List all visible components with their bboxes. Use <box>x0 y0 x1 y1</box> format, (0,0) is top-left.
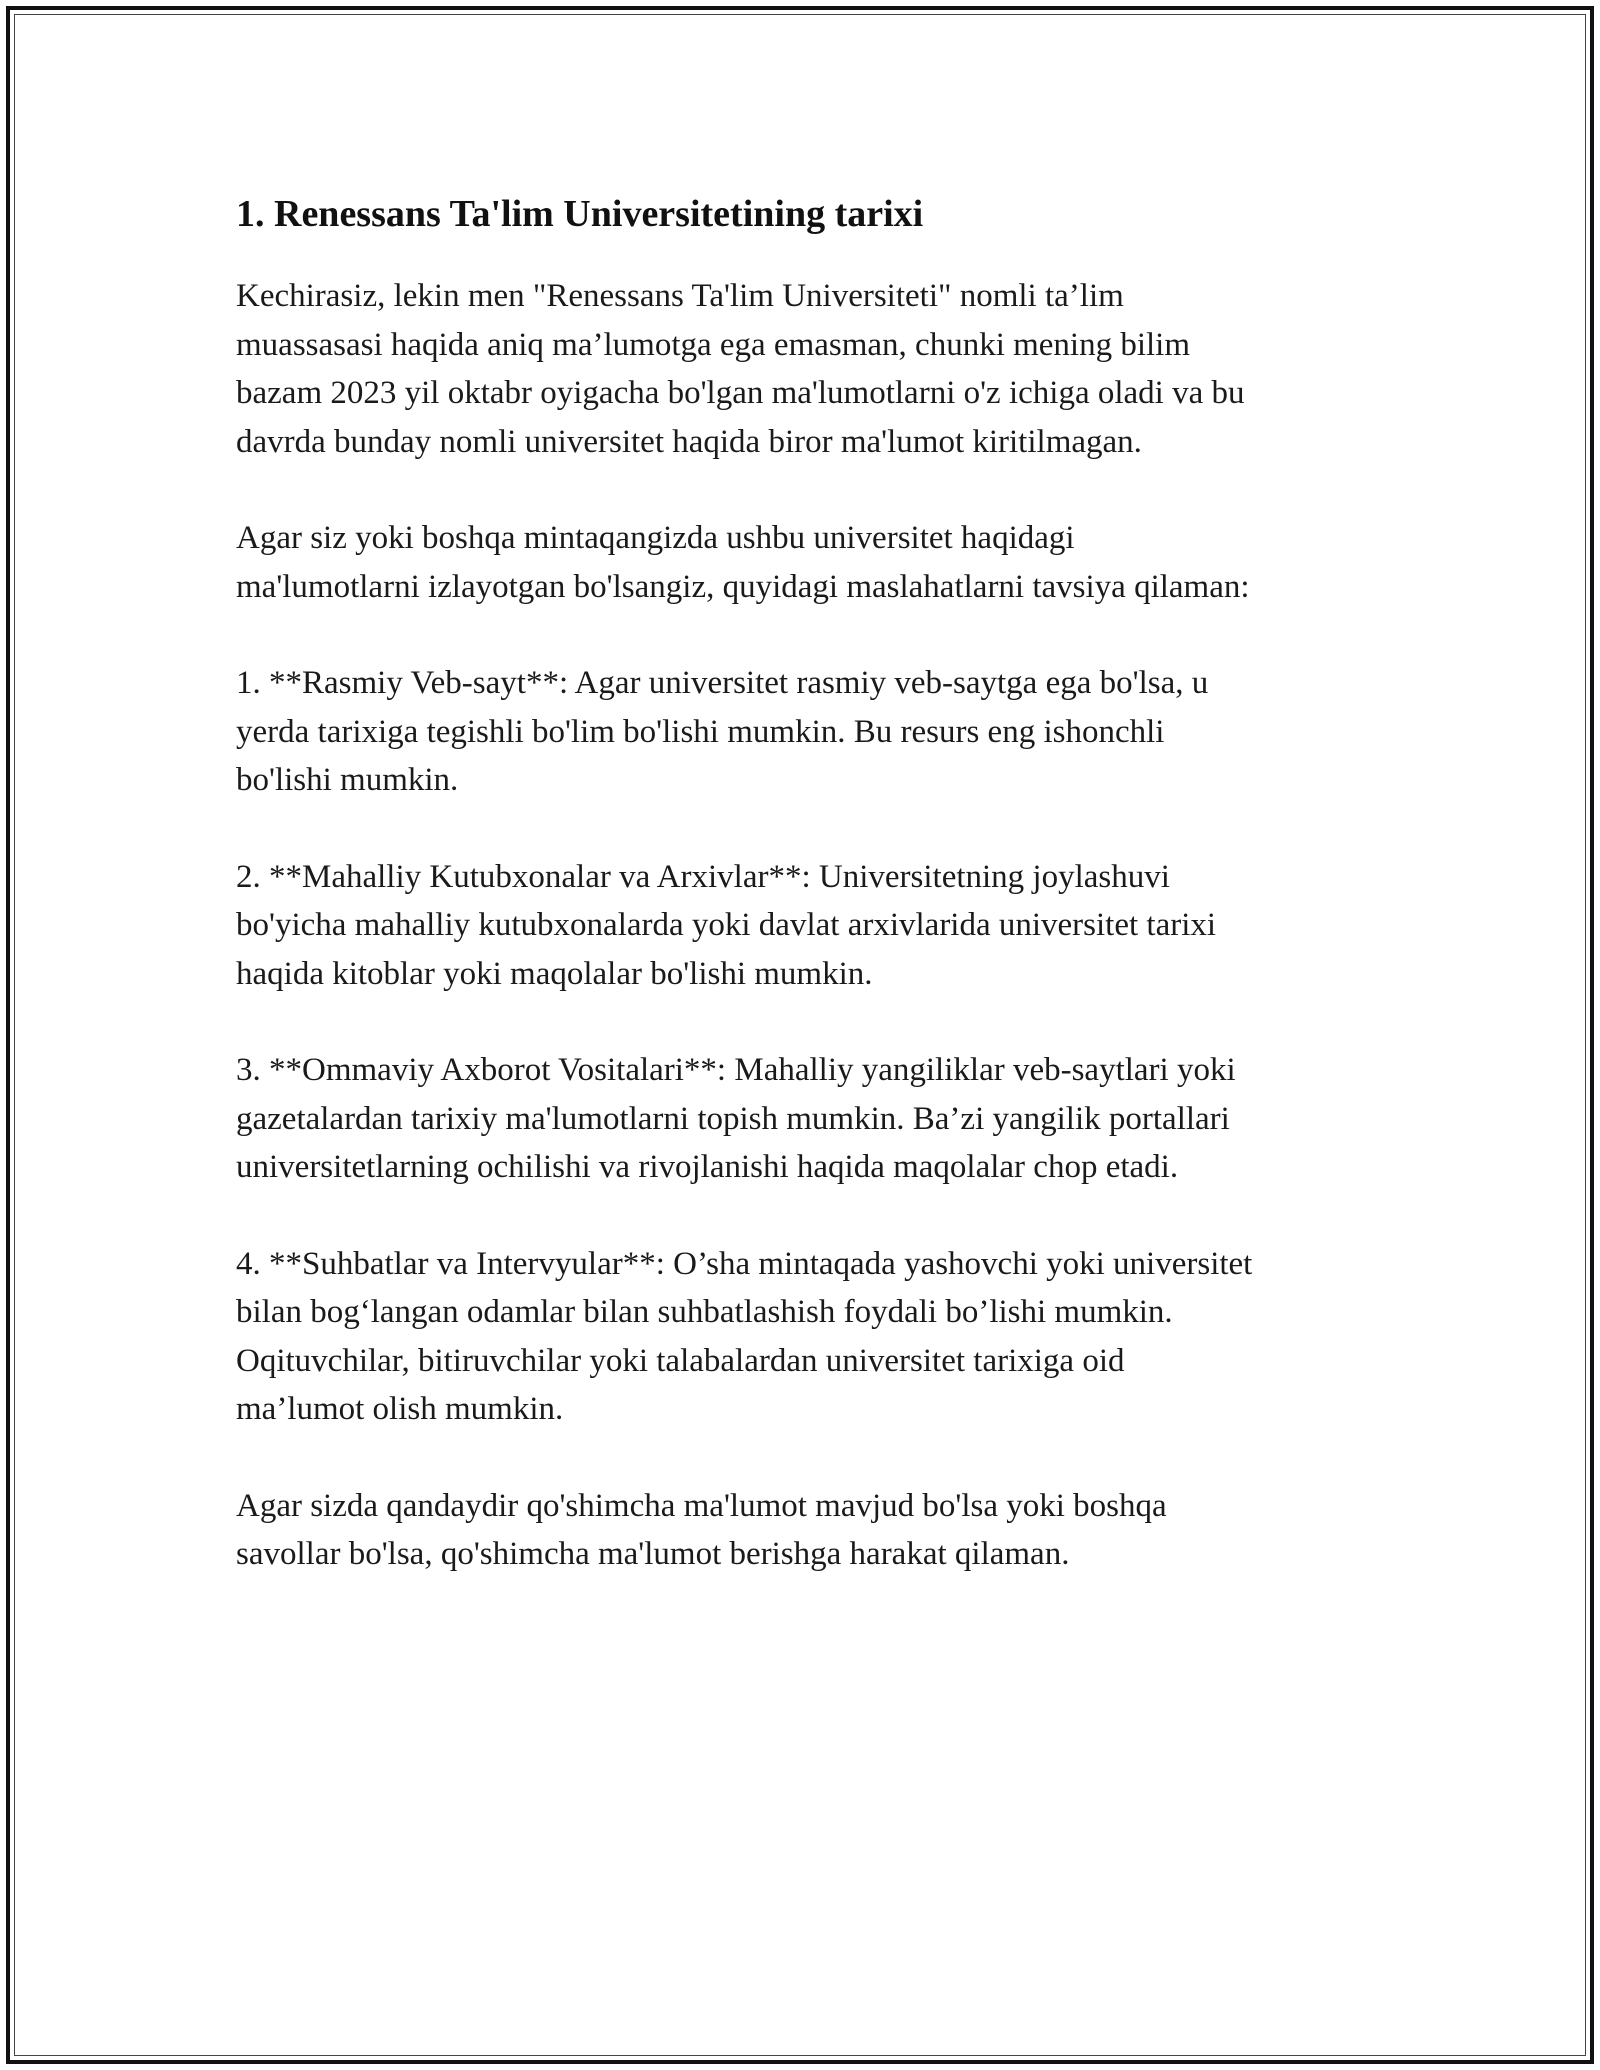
text-line: ma'lumotlarni izlayotgan bo'lsangiz, quyidagi maslahatlarni tavsiya qilaman: <box>236 568 1250 605</box>
text-line: haqida kitoblar yoki maqolalar bo'lishi mumkin. <box>236 955 873 992</box>
paragraph-advice-intro <box>236 514 1376 611</box>
list-item-website <box>236 659 1376 805</box>
text-line: Agar siz yoki boshqa mintaqangizda ushbu universitet haqidagi <box>236 520 1075 556</box>
paragraph-closing <box>236 1482 1376 1579</box>
text-line: 2. **Mahalliy Kutubxonalar va Arxivlar**: Universitetning joylashuvi <box>236 858 1170 895</box>
text-line: bilan bog‘langan odamlar bilan suhbatlashish foydali bo’lishi mumkin. <box>236 1294 1173 1330</box>
paragraph-intro <box>236 272 1376 466</box>
list-item-media <box>236 1046 1376 1192</box>
document-title: 1. Renessans Ta'lim Universitetining tarixi <box>236 193 924 235</box>
text-line: ma’lumot olish mumkin. <box>236 1391 564 1427</box>
text-line: muassasasi haqida aniq ma’lumotga ega emasman, chunki mening bilim <box>236 326 1191 363</box>
text-line: gazetalardan tarixiy ma'lumotlarni topish mumkin. Ba’zi yangilik portallari <box>236 1100 1230 1137</box>
text-line: bazam 2023 yil oktabr oyigacha bo'lgan ma'lumotlarni o'z ichiga oladi va bu <box>236 375 1245 411</box>
text-line: yerda tarixiga tegishli bo'lim bo'lishi mumkin. Bu resurs eng ishonchli <box>236 713 1165 750</box>
text-line: savollar bo'lsa, qo'shimcha ma'lumot berishga harakat qilaman. <box>236 1536 1070 1572</box>
text-line: universitetlarning ochilishi va rivojlanishi haqida maqolalar chop etadi. <box>236 1149 1179 1185</box>
text-line: davrda bunday nomli universitet haqida biror ma'lumot kiritilmagan. <box>236 423 1142 460</box>
text-line: Agar sizda qandaydir qo'shimcha ma'lumot mavjud bo'lsa yoki boshqa <box>236 1487 1167 1524</box>
text-line: Oqituvchilar, bitiruvchilar yoki talabalardan universitet tarixiga oid <box>236 1342 1125 1379</box>
text-line: 4. **Suhbatlar va Intervyular**: O’sha mintaqada yashovchi yoki universitet <box>236 1245 1253 1282</box>
text-line: 1. **Rasmiy Veb-sayt**: Agar universitet rasmiy veb-saytga ega bo'lsa, u <box>236 665 1209 701</box>
text-line: bo'lishi mumkin. <box>236 762 459 798</box>
text-line: 3. **Ommaviy Axborot Vositalari**: Mahalliy yangiliklar veb-saytlari yoki <box>236 1052 1236 1088</box>
text-line: bo'yicha mahalliy kutubxonalarda yoki davlat arxivlarida universitet tarixi <box>236 907 1217 943</box>
document-body <box>236 188 1376 1627</box>
list-item-interviews <box>236 1240 1376 1434</box>
text-line: Kechirasiz, lekin men "Renessans Ta'lim Universiteti" nomli ta’lim <box>236 278 1124 314</box>
list-item-libraries <box>236 853 1376 999</box>
